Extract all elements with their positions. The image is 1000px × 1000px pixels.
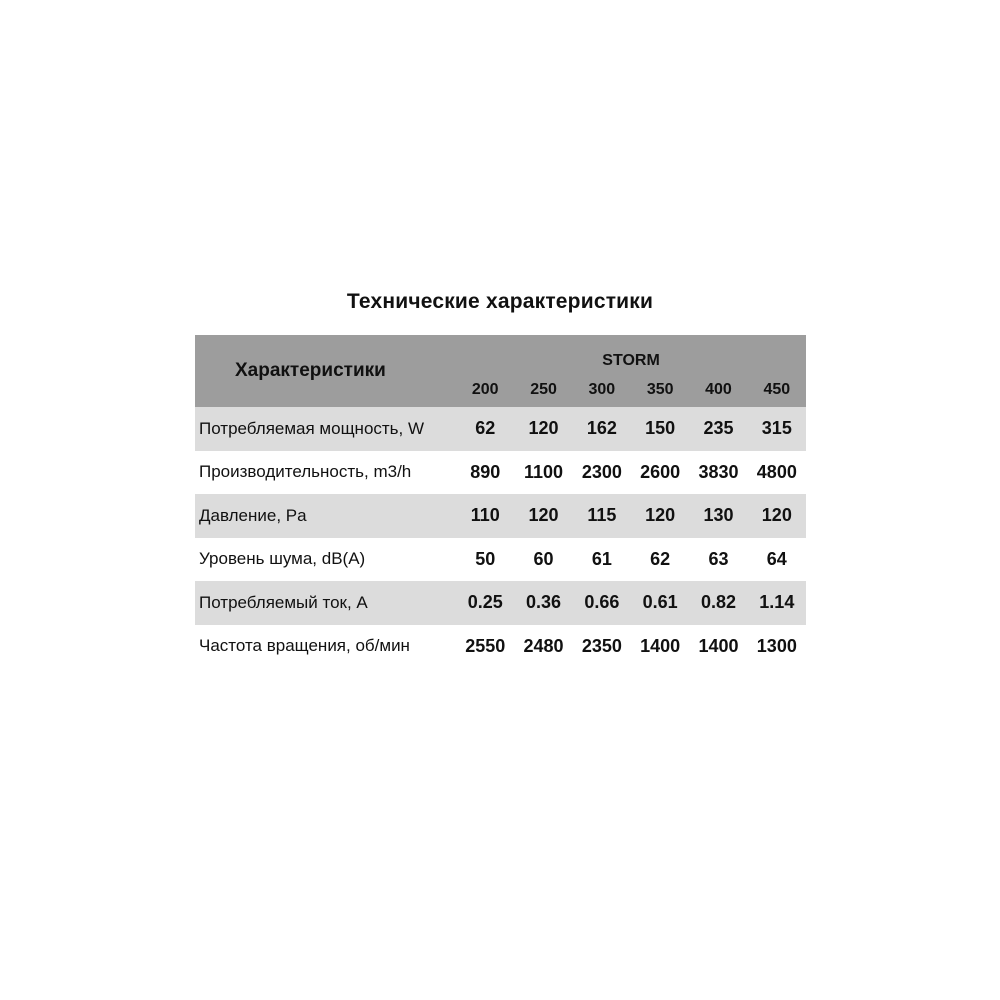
value-cell: 0.66	[573, 581, 631, 625]
page-title: Технические характеристики	[346, 290, 654, 313]
param-name: Частота вращения, об/мин	[199, 636, 410, 656]
value-cell: 2350	[581, 635, 622, 656]
table-row	[195, 407, 806, 451]
value-cell: 120	[514, 407, 572, 451]
value-cell: 4800	[756, 461, 797, 482]
value-cell: 162	[573, 407, 631, 451]
value-cell: 60	[533, 548, 554, 569]
value-cell: 2480	[523, 635, 564, 656]
spec-table	[195, 335, 806, 668]
table-header-row	[195, 335, 806, 372]
value-cell: 63	[708, 548, 729, 569]
value-cell: 120	[514, 494, 572, 538]
value-cell: 110	[456, 494, 514, 538]
value-cell: 150	[631, 407, 689, 451]
value-cell: 120	[748, 494, 806, 538]
value-cell: 62	[456, 407, 514, 451]
value-cell: 62	[650, 548, 671, 569]
value-cell: 3830	[698, 461, 739, 482]
value-cell: 0.82	[689, 581, 747, 625]
value-cell: 64	[766, 548, 787, 569]
value-cell: 2600	[640, 461, 681, 482]
value-cell: 50	[475, 548, 496, 569]
value-cell: 315	[748, 407, 806, 451]
value-cell: 0.36	[514, 581, 572, 625]
model-header: 400	[689, 372, 747, 407]
value-cell: 235	[689, 407, 747, 451]
value-cell: 1400	[698, 635, 739, 656]
param-name: Давление, Pa	[195, 494, 456, 538]
value-cell: 130	[689, 494, 747, 538]
model-header: 300	[573, 372, 631, 407]
table-row	[195, 451, 806, 495]
model-header: 350	[631, 372, 689, 407]
table-row	[195, 581, 806, 625]
param-name: Потребляемый ток, А	[195, 581, 456, 625]
value-cell: 1300	[756, 635, 797, 656]
table-row	[195, 625, 806, 669]
series-label: STORM	[456, 335, 806, 372]
value-cell: 1400	[640, 635, 681, 656]
value-cell: 890	[470, 461, 501, 482]
value-cell: 1100	[524, 461, 564, 482]
param-name: Уровень шума, dB(A)	[199, 549, 366, 569]
header-label: Характеристики	[195, 335, 456, 407]
value-cell: 1.14	[748, 581, 806, 625]
model-header: 200	[456, 372, 514, 407]
value-cell: 2550	[465, 635, 506, 656]
value-cell: 61	[591, 548, 612, 569]
value-cell: 0.61	[631, 581, 689, 625]
value-cell: 2300	[581, 461, 622, 482]
table-row	[195, 494, 806, 538]
param-name: Производительность, m3/h	[199, 462, 412, 482]
table-row	[195, 538, 806, 582]
value-cell: 120	[631, 494, 689, 538]
model-header: 450	[748, 372, 806, 407]
value-cell: 0.25	[456, 581, 514, 625]
model-header: 250	[514, 372, 572, 407]
value-cell: 115	[573, 494, 631, 538]
param-name: Потребляемая мощность, W	[195, 407, 456, 451]
